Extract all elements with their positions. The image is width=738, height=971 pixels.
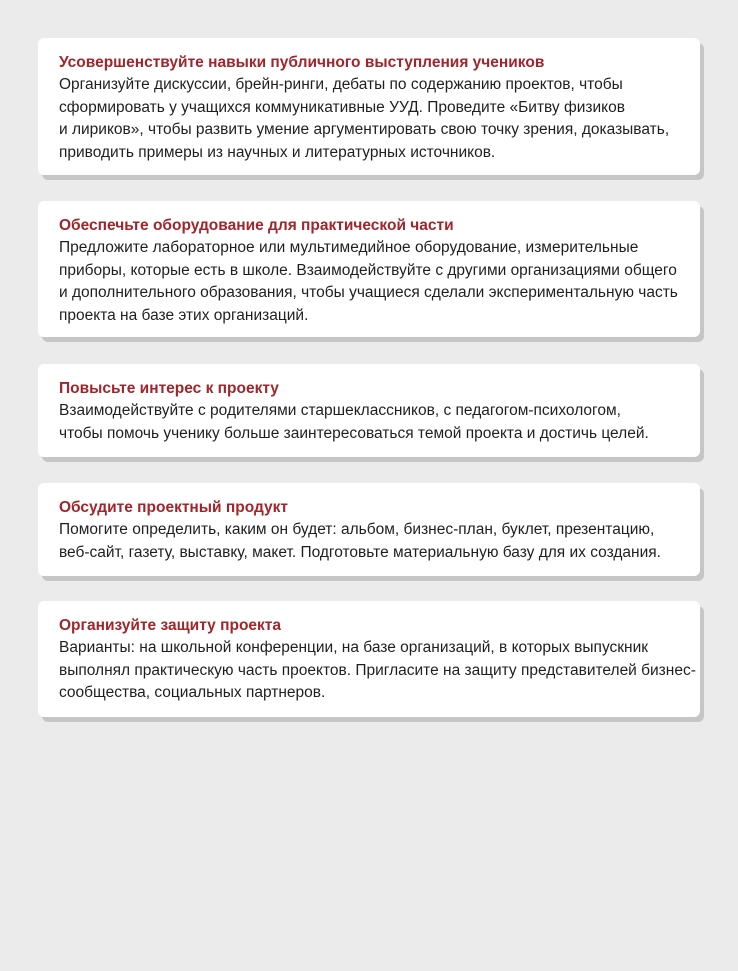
card-text-line: и дополнительного образования, чтобы учащиеся сделали экспериментальную часть	[59, 284, 678, 301]
card-text-line: Предложите лабораторное или мультимедийное оборудование, измерительные	[59, 239, 639, 256]
card-text	[59, 74, 686, 164]
card-text-line: и лириков», чтобы развить умение аргументировать свою точку зрения, доказывать,	[59, 121, 670, 138]
tip-card-product	[38, 483, 700, 576]
tip-card-equipment	[38, 201, 700, 337]
tip-card-public-speaking	[38, 38, 700, 175]
tip-card-interest	[38, 364, 700, 457]
card-text-line: сформировать у учащихся коммуникативные УУД. Проведите «Битву физиков	[59, 98, 625, 116]
card-text	[59, 400, 686, 445]
tip-card-defense	[38, 601, 700, 717]
card-text-line: Помогите определить, каким он будет: альбом, бизнес-план, буклет, презентацию,	[59, 521, 655, 538]
card-text-line: веб-сайт, газету, выставку, макет. Подготовьте материальную базу для их создания.	[59, 543, 661, 561]
card-text-line: выполнял практическую часть проектов. Пригласите на защиту представителей бизнес-	[59, 661, 696, 679]
card-text-line: сообщества, социальных партнеров.	[59, 684, 326, 701]
card-text-line: проекта на базе этих организаций.	[59, 306, 309, 324]
card-text-line: Взаимодействуйте с родителями старшеклассников, с педагогом-психологом,	[59, 402, 621, 419]
card-title: Обсудите проектный продукт	[59, 499, 288, 516]
card-title: Организуйте защиту проекта	[59, 617, 281, 634]
card-text-line: приводить примеры из научных и литературных источников.	[59, 143, 496, 161]
card-text	[59, 519, 686, 564]
card-title: Повысьте интерес к проекту	[59, 380, 279, 397]
card-title: Усовершенствуйте навыки публичного выступления учеников	[59, 54, 545, 71]
card-text	[59, 237, 686, 327]
card-text-line: приборы, которые есть в школе. Взаимодействуйте с другими организациями общего	[59, 261, 677, 279]
card-text-line: чтобы помочь ученику больше заинтересоваться темой проекта и достичь целей.	[59, 424, 649, 442]
card-text-line: Варианты: на школьной конференции, на базе организаций, в которых выпускник	[59, 639, 649, 656]
card-title: Обеспечьте оборудование для практической части	[59, 217, 454, 234]
card-text	[59, 637, 696, 705]
card-text-line: Организуйте дискуссии, брейн-ринги, дебаты по содержанию проектов, чтобы	[59, 76, 623, 93]
